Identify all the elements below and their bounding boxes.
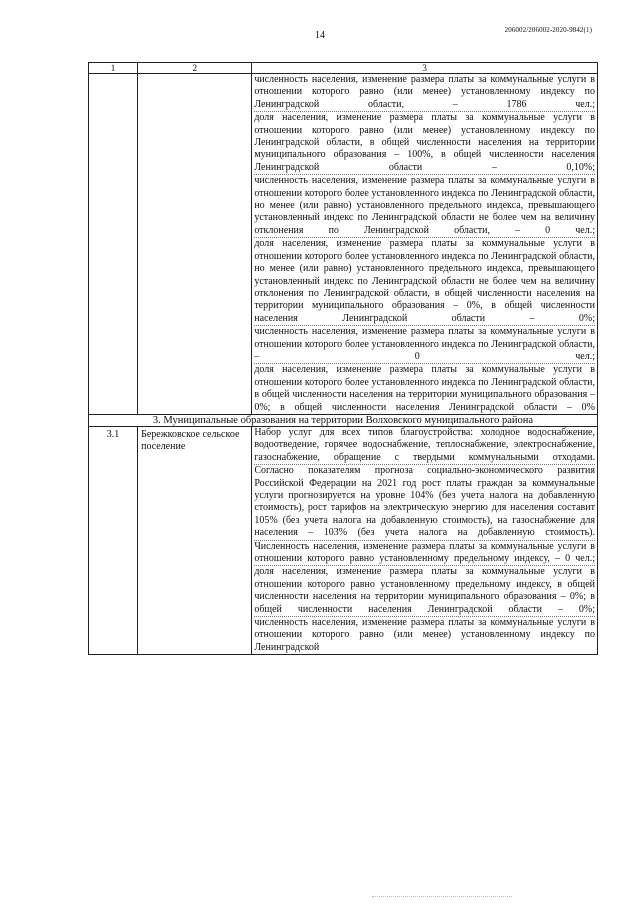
continuation-paragraph: численность населения, изменение размера платы за коммунальные услуги в отношении которого более установленного индекса по Ленинградской области, но менее (или равно) установленного предельного индекса, превышающего установленный индекс по Ленинградской области не более чем на величину отклонения по Ленинградской области, – 0 чел.;	[254, 175, 595, 238]
section-title: 3. Муниципальные образования на территории Волховского муниципального района	[89, 414, 598, 426]
continuation-number-cell	[89, 74, 138, 415]
table-row	[89, 426, 598, 654]
footer-mark	[372, 896, 512, 898]
continuation-paragraph: доля населения, изменение размера платы за коммунальные услуги в отношении которого более установленного индекса по Ленинградской области, в общей численности населения на территории муниципального образования – 0%; в общей численности населения Ленинградской области – 0%	[254, 364, 595, 413]
row-paragraph: Набор услуг для всех типов благоустройства: холодное водоснабжение, водоотведение, горячее водоснабжение, теплоснабжение, электроснабжение, газоснабжение, обращение с твердыми коммунальными отходами.	[254, 427, 595, 465]
continuation-text-cell	[252, 74, 598, 415]
continuation-name-cell	[138, 74, 252, 415]
column-header-1: 1	[89, 63, 138, 74]
document-id: 206002/206002-2020-9842(1)	[504, 26, 592, 34]
row-paragraph: доля населения, изменение размера платы за коммунальные услуги в отношении которого равно установленному предельному индексу, в общей численности населения на территории муниципального образования – 0%; в общей численности населения Ленинградской области – 0%;	[254, 566, 595, 617]
continuation-paragraph: доля населения, изменение размера платы за коммунальные услуги в отношении которого равно (или менее) установленному индексу по Ленинградской области, в общей численности населения на территории муниципального образования – 100%, в общей численности населения Ленинградской области – 0,10%;	[254, 112, 595, 175]
column-header-3: 3	[252, 63, 598, 74]
column-header-2: 2	[138, 63, 252, 74]
municipality-name: Бережковское сельское поселение	[138, 426, 252, 654]
row-paragraph: Согласно показателям прогноза социально-экономического развития Российской Федерации на 2021 год рост платы граждан за коммунальные услуги прогнозируется на уровне 104% (без учета налога на добавленную стоимость), рост тарифов на электрическую энергию для населения составит 105% (без учета налога на добавленную стоимость), на газоснабжение для населения – 103% (без учета налога на добавленную стоимость).	[254, 465, 595, 540]
continuation-paragraph: численность населения, изменение размера платы за коммунальные услуги в отношении которого более установленного индекса по Ленинградской области, – 0 чел.;	[254, 326, 595, 364]
column-header-row	[89, 63, 598, 74]
row-number: 3.1	[89, 426, 138, 654]
continuation-row	[89, 74, 598, 415]
row-text-cell	[252, 426, 598, 654]
continuation-paragraph: численность населения, изменение размера платы за коммунальные услуги в отношении которого равно (или менее) установленному индексу по Ленинградской области, – 1786 чел.;	[254, 74, 595, 112]
row-paragraph: Численность населения, изменение размера платы за коммунальные услуги в отношении которого равно установленному предельному индексу, – 0 чел.;	[254, 541, 595, 567]
row-paragraph: численность населения, изменение размера платы за коммунальные услуги в отношении которого равно (или менее) установленному индексу по Ленинградской	[254, 617, 595, 653]
data-table	[88, 62, 598, 655]
section-row	[89, 414, 598, 426]
page-number: 14	[315, 30, 325, 41]
continuation-paragraph: доля населения, изменение размера платы за коммунальные услуги в отношении которого более установленного индекса по Ленинградской области, но менее (или равно) установленного предельного индекса, превышающего установленный индекс по Ленинградской области не более чем на величину отклонения по Ленинградской области, в общей численности населения на территории муниципального образования – 0%, в общей численности населения Ленинградской области – 0%;	[254, 238, 595, 326]
